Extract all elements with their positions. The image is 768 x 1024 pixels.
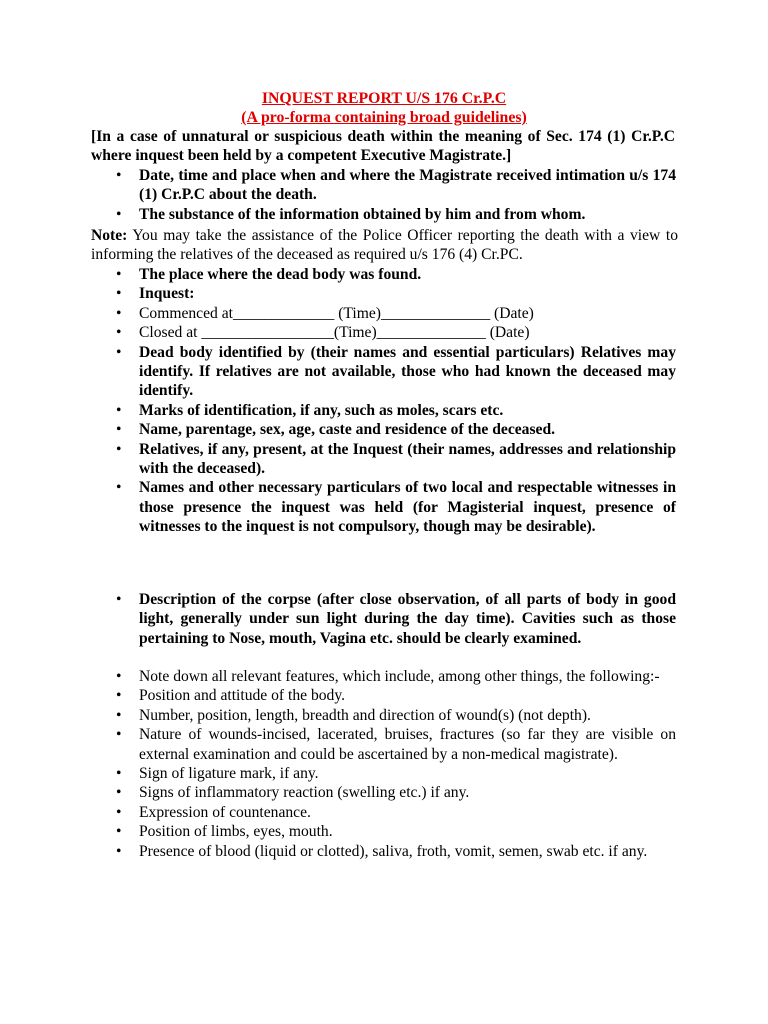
note-paragraph: [91, 226, 678, 265]
list-item: • Signs of inflammatory reaction (swelling etc.) if any.: [91, 783, 676, 802]
list-item: • Relatives, if any, present, at the Inquest (their names, addresses and relationship with the deceased).: [91, 440, 676, 479]
list-item: • Nature of wounds-incised, lacerated, bruises, fractures (so far they are visible on external examination and could be ascertained by a non-medical magistrate).: [91, 725, 676, 764]
list-item: • Closed at _________________(Time)______________ (Date): [91, 323, 676, 342]
list-item: • The substance of the information obtained by him and from whom.: [91, 205, 676, 224]
note-label: Note:: [91, 227, 128, 244]
list-item: • Names and other necessary particulars of two local and respectable witnesses in those presence the inquest was held (for Magisterial inquest, presence of witnesses to the inquest is not compulsory, though may be desirable).: [91, 478, 676, 536]
bullet-list-inquest: [91, 265, 676, 537]
list-item: • Sign of ligature mark, if any.: [91, 764, 676, 783]
list-item: • Position and attitude of the body.: [91, 686, 676, 705]
list-item: • Name, parentage, sex, age, caste and residence of the deceased.: [91, 420, 676, 439]
list-item: • Number, position, length, breadth and direction of wound(s) (not depth).: [91, 706, 676, 725]
list-item: • The place where the dead body was found.: [91, 265, 676, 284]
bullet-list-intimation: [91, 166, 676, 224]
list-item: • Date, time and place when and where the Magistrate received intimation u/s 174 (1) Cr.P.C about the death.: [91, 166, 676, 205]
intro-paragraph: [In a case of unnatural or suspicious death within the meaning of Sec. 174 (1) Cr.P.C where inquest been held by a competent Executive Magistrate.]: [91, 128, 675, 165]
list-item: • Position of limbs, eyes, mouth.: [91, 822, 676, 841]
bullet-list-features: [91, 667, 676, 861]
list-item: • Note down all relevant features, which include, among other things, the following:-: [91, 667, 676, 686]
document-title: INQUEST REPORT U/S 176 Cr.P.C: [261, 90, 507, 107]
list-item: • Expression of countenance.: [91, 803, 676, 822]
list-item: • Description of the corpse (after close observation, of all parts of body in good light, generally under sun light during the day time). Cavities such as those pertaining to Nose, mouth, Vagina etc. should be clearly examined.: [91, 590, 676, 648]
list-item: • Commenced at_____________ (Time)______________ (Date): [91, 304, 676, 323]
list-item: • Presence of blood (liquid or clotted), saliva, froth, vomit, semen, swab etc. if any.: [91, 842, 676, 861]
document-subtitle: (A pro-forma containing broad guidelines): [241, 109, 527, 126]
note-text: You may take the assistance of the Police Officer reporting the death with a view to informing the relatives of the deceased as required u/s 176 (4) Cr.PC.: [91, 227, 678, 264]
list-item: • Marks of identification, if any, such as moles, scars etc.: [91, 401, 676, 420]
list-item: • Inquest:: [91, 284, 676, 303]
bullet-list-corpse: [91, 590, 676, 648]
list-item: • Dead body identified by (their names and essential particulars) Relatives may identify. If relatives are not available, those who had known the deceased may identify.: [91, 343, 676, 401]
